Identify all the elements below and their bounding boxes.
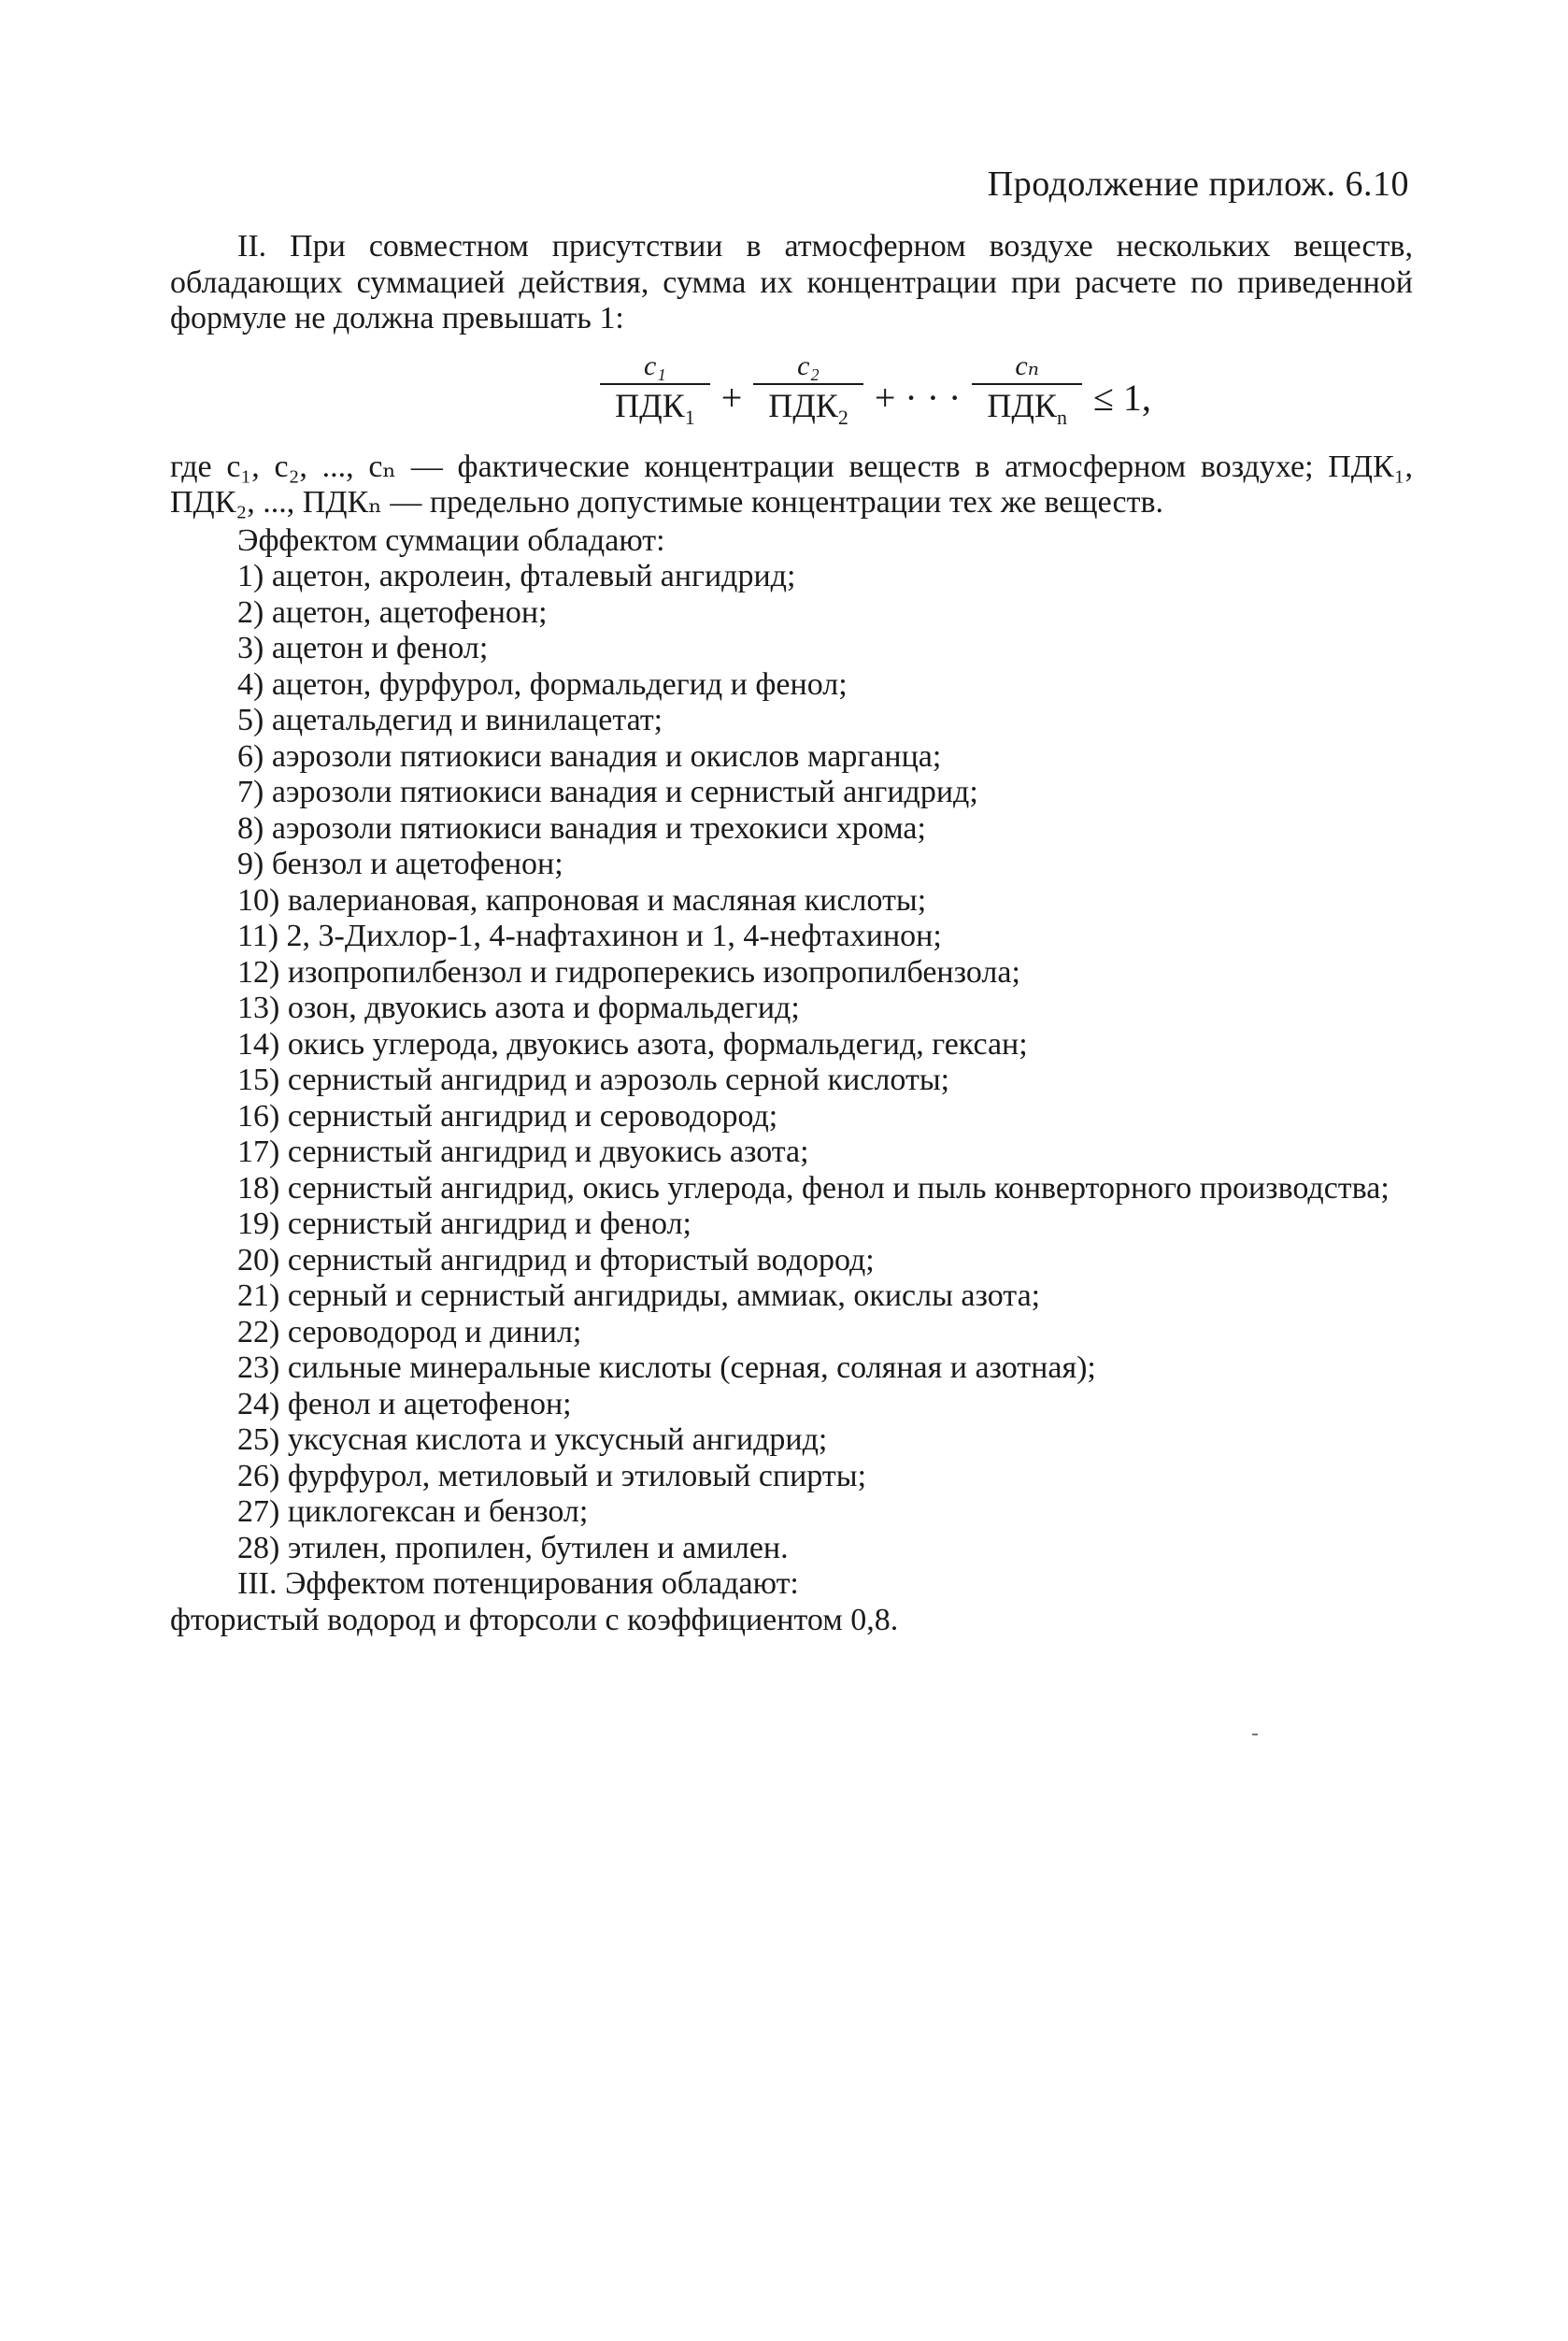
section-2-intro: II. При совместном присутствии в атмосферном воздухе нескольких веществ, обладающих суммацией действия, сумма их концентрации при расчете по приведенной формуле не должна превышать 1: <box>170 229 1413 335</box>
list-item: 19) сернистый ангидрид и фенол; <box>237 1206 691 1241</box>
summation-list-intro: Эффектом суммации обладают: <box>237 522 665 558</box>
section-3-heading: III. Эффектом потенцирования обладают: <box>237 1566 799 1601</box>
denominator-n: $ПДК_n$ <box>972 383 1082 436</box>
inequality-rhs: ≤ 1, <box>1092 377 1151 420</box>
fraction-n <box>972 350 1082 436</box>
denominator-2: $ПДК_2$ <box>753 383 863 436</box>
section-3-text: фтористый водород и фторсоли с коэффициентом 0,8. <box>170 1602 899 1637</box>
list-item: 13) озон, двуокись азота и формальдегид; <box>237 991 800 1025</box>
plus-ellipsis: + · · · <box>874 377 962 420</box>
list-item: 15) сернистый ангидрид и аэрозоль серной кислоты; <box>237 1063 950 1097</box>
denominator-1: $ПДК_1$ <box>600 383 710 436</box>
document-body <box>170 229 1413 1638</box>
list-item: 24) фенол и ацетофенон; <box>237 1386 572 1421</box>
list-item: 7) аэрозоли пятиокиси ванадия и сернистый ангидрид; <box>237 775 978 809</box>
list-item: 12) изопропилбензол и гидроперекись изопропилбензола; <box>237 954 1020 990</box>
list-item: 28) этилен, пропилен, бутилен и амилен. <box>237 1530 789 1565</box>
list-item: 17) сернистый ангидрид и двуокись азота; <box>237 1135 809 1169</box>
summation-formula <box>170 350 1413 436</box>
fraction-1 <box>600 350 710 436</box>
page-header: Продолжение прилож. 6.10 <box>987 164 1409 204</box>
plus-sign: + <box>720 377 743 420</box>
numerator-2: c₂ <box>797 350 820 381</box>
list-item: 8) аэрозоли пятиокиси ванадия и трехокиси хрома; <box>237 810 926 846</box>
list-item: 5) ацетальдегид и винилацетат; <box>237 703 663 737</box>
list-item: 26) фурфурол, метиловый и этиловый спирты; <box>237 1458 867 1493</box>
list-item: 1) ацетон, акролеин, фталевый ангидрид; <box>237 559 796 593</box>
list-item: 10) валериановая, капроновая и масляная кислоты; <box>237 882 927 918</box>
list-item: 27) циклогексан и бензол; <box>237 1494 589 1529</box>
list-item: 6) аэрозоли пятиокиси ванадия и окислов марганца; <box>237 738 942 774</box>
fraction-2 <box>753 350 863 436</box>
list-item: 25) уксусная кислота и уксусный ангидрид; <box>237 1422 828 1457</box>
summation-list <box>170 559 1413 1566</box>
list-item: 14) окись углерода, двуокись азота, формальдегид, гексан; <box>237 1026 1028 1062</box>
list-item: 3) ацетон и фенол; <box>237 631 489 665</box>
numerator-1: c₁ <box>644 350 666 381</box>
list-item: 11) 2, 3-Дихлор-1, 4-нафтахинон и 1, 4-нефтахинон; <box>237 919 942 953</box>
list-item: 22) сероводород и динил; <box>237 1314 582 1349</box>
list-item: 21) серный и сернистый ангидриды, аммиак, окислы азота; <box>237 1278 1041 1313</box>
list-item: 20) сернистый ангидрид и фтористый водород; <box>237 1242 875 1278</box>
list-item: 9) бензол и ацетофенон; <box>237 847 563 881</box>
scan-speck <box>1252 1734 1258 1735</box>
list-item: 4) ацетон, фурфурол, формальдегид и фенол; <box>237 666 848 702</box>
list-item: 18) сернистый ангидрид, окись углерода, фенол и пыль конверторного производства; <box>237 1170 1390 1206</box>
list-item: 16) сернистый ангидрид и сероводород; <box>237 1098 778 1134</box>
list-item: 23) сильные минеральные кислоты (серная, соляная и азотная); <box>237 1350 1096 1385</box>
formula-legend: где c₁, c₂, ..., cₙ — фактические концентрации веществ в атмосферном воздухе; ПДК₁, ПДК₂, ..., ПДКₙ — предельно допустимые концентрации тех же веществ. <box>170 449 1413 520</box>
numerator-n: cₙ <box>1015 350 1039 381</box>
list-item: 2) ацетон, ацетофенон; <box>237 594 548 630</box>
